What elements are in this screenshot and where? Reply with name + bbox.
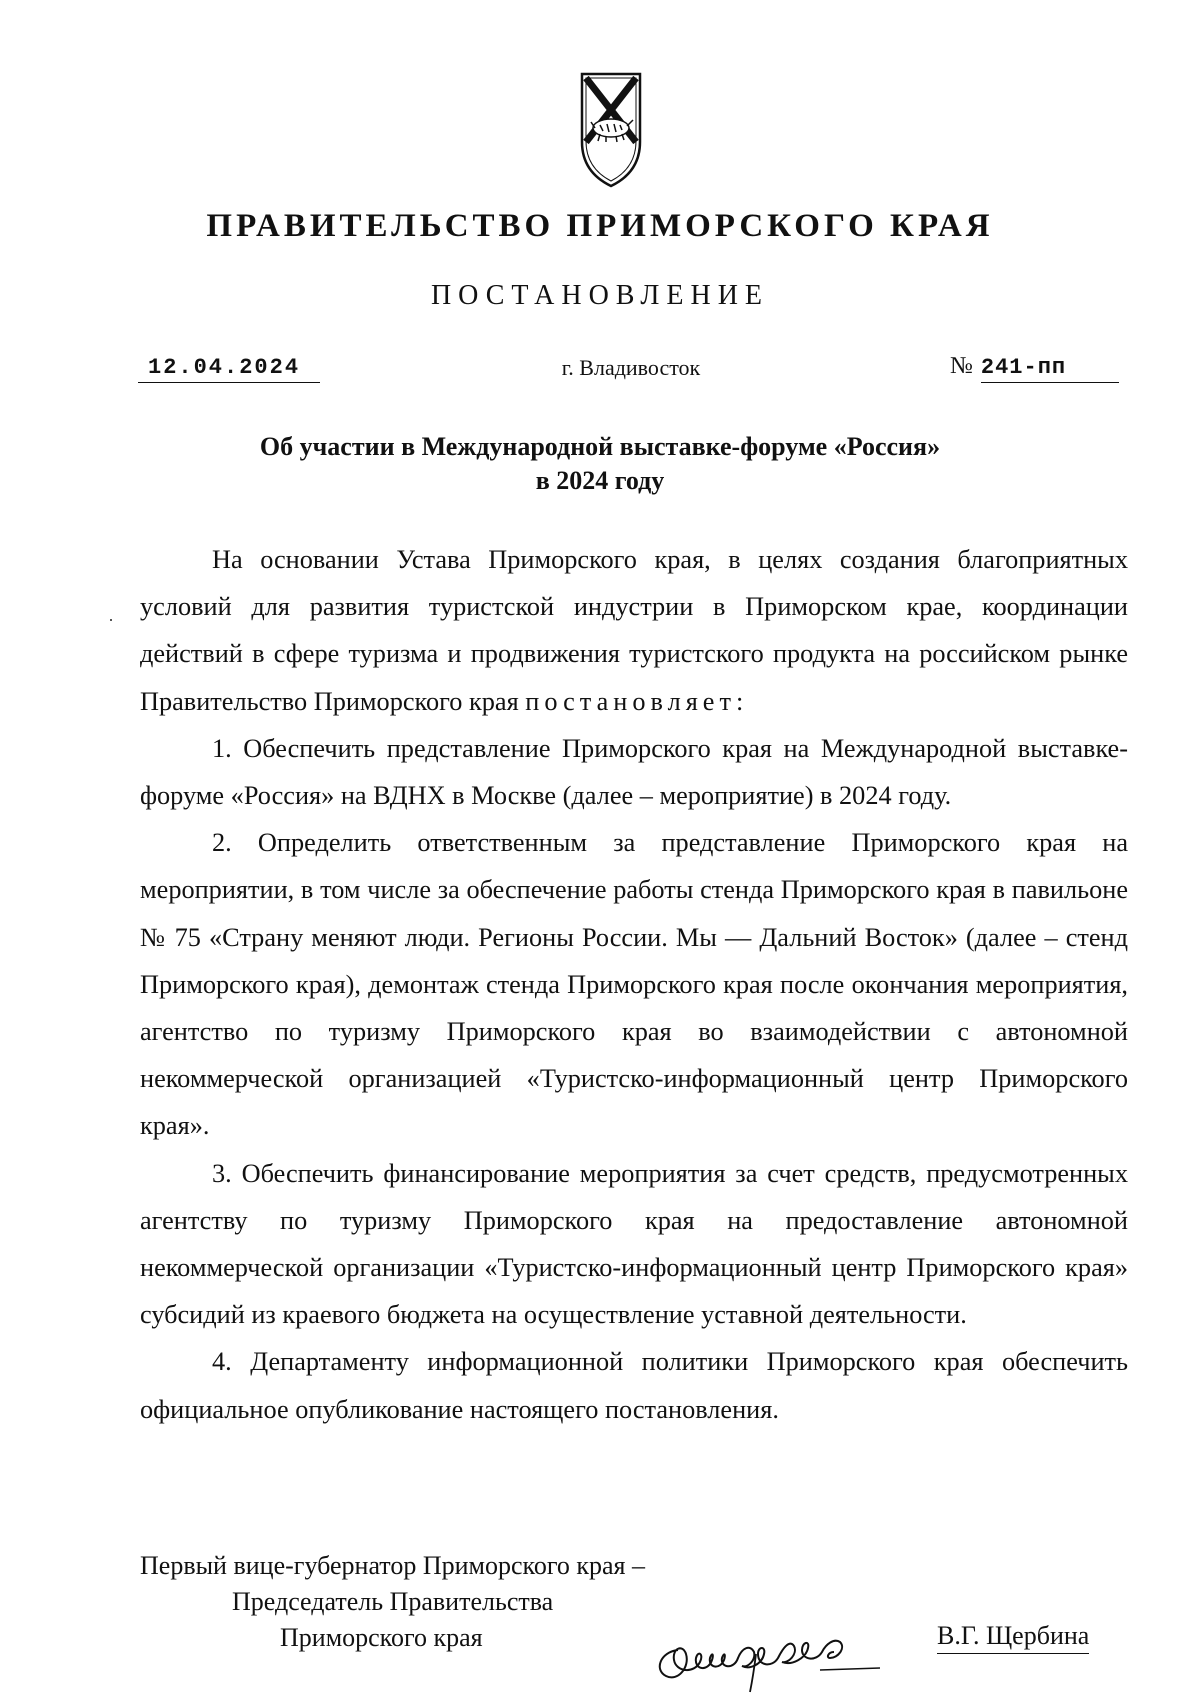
preamble-paragraph: [140, 536, 1128, 725]
document-subject: [0, 430, 1200, 498]
item-1: 1. Обеспечить представление Приморского края на Международной выставке-форуме «Россия» на ВДНХ в Москве (далее – мероприятие) в 2024 году.: [140, 733, 1128, 811]
primorye-coat-of-arms-icon: [576, 70, 646, 190]
item-2: 2. Определить ответственным за представление Приморского края на мероприятии, в том числе за обеспечение работы стенда Приморского края в павильоне № 75 «Страну меняют люди. Регионы России. Мы — Дальний Восток» (далее – стенд Приморского края), демонтаж стенда Приморского края после окончания мероприятия, агентство по туризму Приморского края во взаимодействии с автономной некоммерческой организацией «Туристско-информационный центр Приморского края».: [140, 828, 1128, 1141]
item-4: 4. Департаменту информационной политики Приморского края обеспечить официальное опубликование настоящего постановления.: [140, 1347, 1128, 1424]
document-body: [140, 536, 1128, 1433]
scan-dot: [110, 619, 112, 621]
document-number: 241-пп: [981, 355, 1119, 383]
position-line-1: Первый вице-губернатор Приморского края –: [140, 1551, 645, 1580]
signatory-position: [140, 1548, 645, 1656]
document-date: 12.04.2024: [138, 355, 320, 383]
item-3: 3. Обеспечить финансирование мероприятия за счет средств, предусмотренных агентству по туризму Приморского края на предоставление автономной некоммерческой организации «Туристско-информационный центр Приморского края» субсидий из краевого бюджета на осуществление уставной деятельности.: [140, 1158, 1128, 1330]
subject-line-2: в 2024 году: [535, 466, 665, 495]
position-line-2: Председатель Правительства: [232, 1587, 554, 1616]
decree-word: постановляет:: [525, 686, 749, 716]
handwritten-signature: [650, 1612, 900, 1702]
government-title: ПРАВИТЕЛЬСТВО ПРИМОРСКОГО КРАЯ: [206, 208, 994, 244]
signer-name: В.Г. Щербина: [937, 1621, 1089, 1654]
position-line-3: Приморского края: [280, 1623, 483, 1652]
document-type: ПОСТАНОВЛЕНИЕ: [430, 280, 770, 311]
document-city: г. Владивосток: [561, 355, 701, 380]
number-label: №: [950, 353, 973, 379]
subject-line-1: Об участии в Международной выставке-форуме «Россия»: [259, 432, 941, 461]
document-number-block: [950, 353, 1119, 383]
preamble-text: На основании Устава Приморского края, в целях создания благоприятных условий для развития туристской индустрии в Приморском крае, координации действий в сфере туризма и продвижения туристского продукта на российском рынке Правительство Приморского края: [140, 545, 1128, 716]
